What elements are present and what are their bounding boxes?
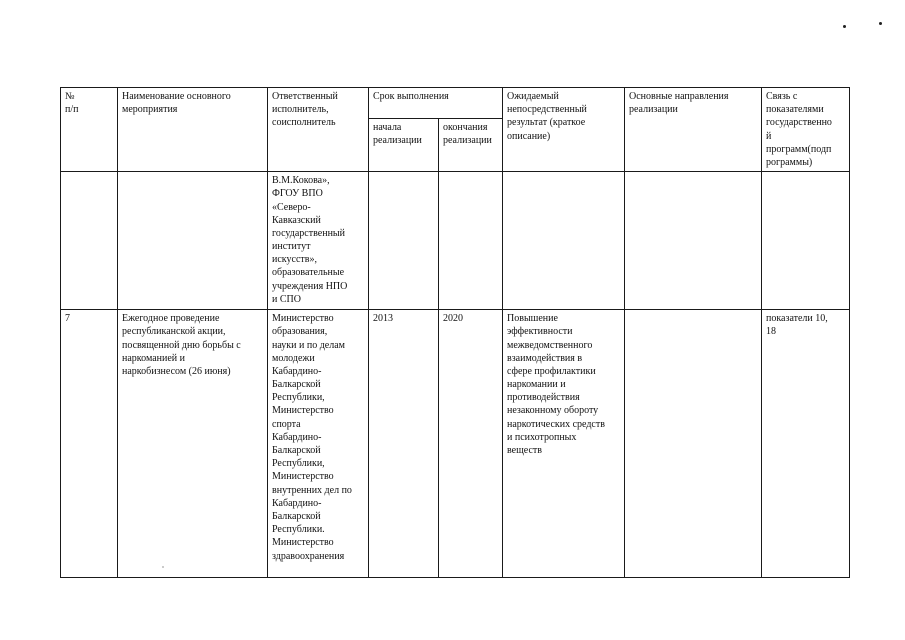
table-row (61, 172, 850, 310)
cell-end: 2020 (439, 310, 503, 578)
cell-num (61, 172, 118, 310)
header-end: окончания реализации (439, 118, 503, 171)
header-name: Наименование основного мероприятия (118, 88, 268, 172)
cell-result: Повышение эффективности межведомственного взаимодействия в сфере профилактики наркомании и противодействия незаконному обороту наркотических средств и психотропных веществ (503, 310, 625, 578)
cell-result (503, 172, 625, 310)
cell-start (369, 172, 439, 310)
header-start: начала реализации (369, 118, 439, 171)
corner-mark-left (843, 25, 846, 28)
cell-responsible: Министерство образования, науки и по делам молодежи Кабардино- Балкарской Республики, Министерство спорта Кабардино- Балкарской Республики, Министерство внутренних дел по Кабардино- Балкарской Республики. Министерство здравоохранения (268, 310, 369, 578)
header-responsible: Ответственный исполнитель, соисполнитель (268, 88, 369, 172)
header-row (61, 88, 850, 119)
cell-start: 2013 (369, 310, 439, 578)
header-term: Срок выполнения (369, 88, 503, 119)
cell-name: Ежегодное проведение республиканской акции, посвященной дню борьбы с наркоманией и наркобизнесом (26 июня) (118, 310, 268, 578)
table-row (61, 310, 850, 578)
header-result: Ожидаемый непосредственный результат (краткое описание) (503, 88, 625, 172)
cell-name (118, 172, 268, 310)
corner-mark-right (879, 22, 882, 25)
cell-link (762, 172, 850, 310)
header-num: № п/п (61, 88, 118, 172)
cell-directions (625, 310, 762, 578)
header-directions: Основные направления реализации (625, 88, 762, 172)
program-table (60, 87, 850, 578)
cell-num: 7 (61, 310, 118, 578)
cell-responsible: В.М.Кокова», ФГОУ ВПО «Северо- Кавказский государственный институт искусств», образовательные учреждения НПО и СПО (268, 172, 369, 310)
header-link: Связь с показателями государственно й программ(подп рограммы) (762, 88, 850, 172)
cell-end (439, 172, 503, 310)
cell-link: показатели 10, 18 (762, 310, 850, 578)
cell-directions (625, 172, 762, 310)
